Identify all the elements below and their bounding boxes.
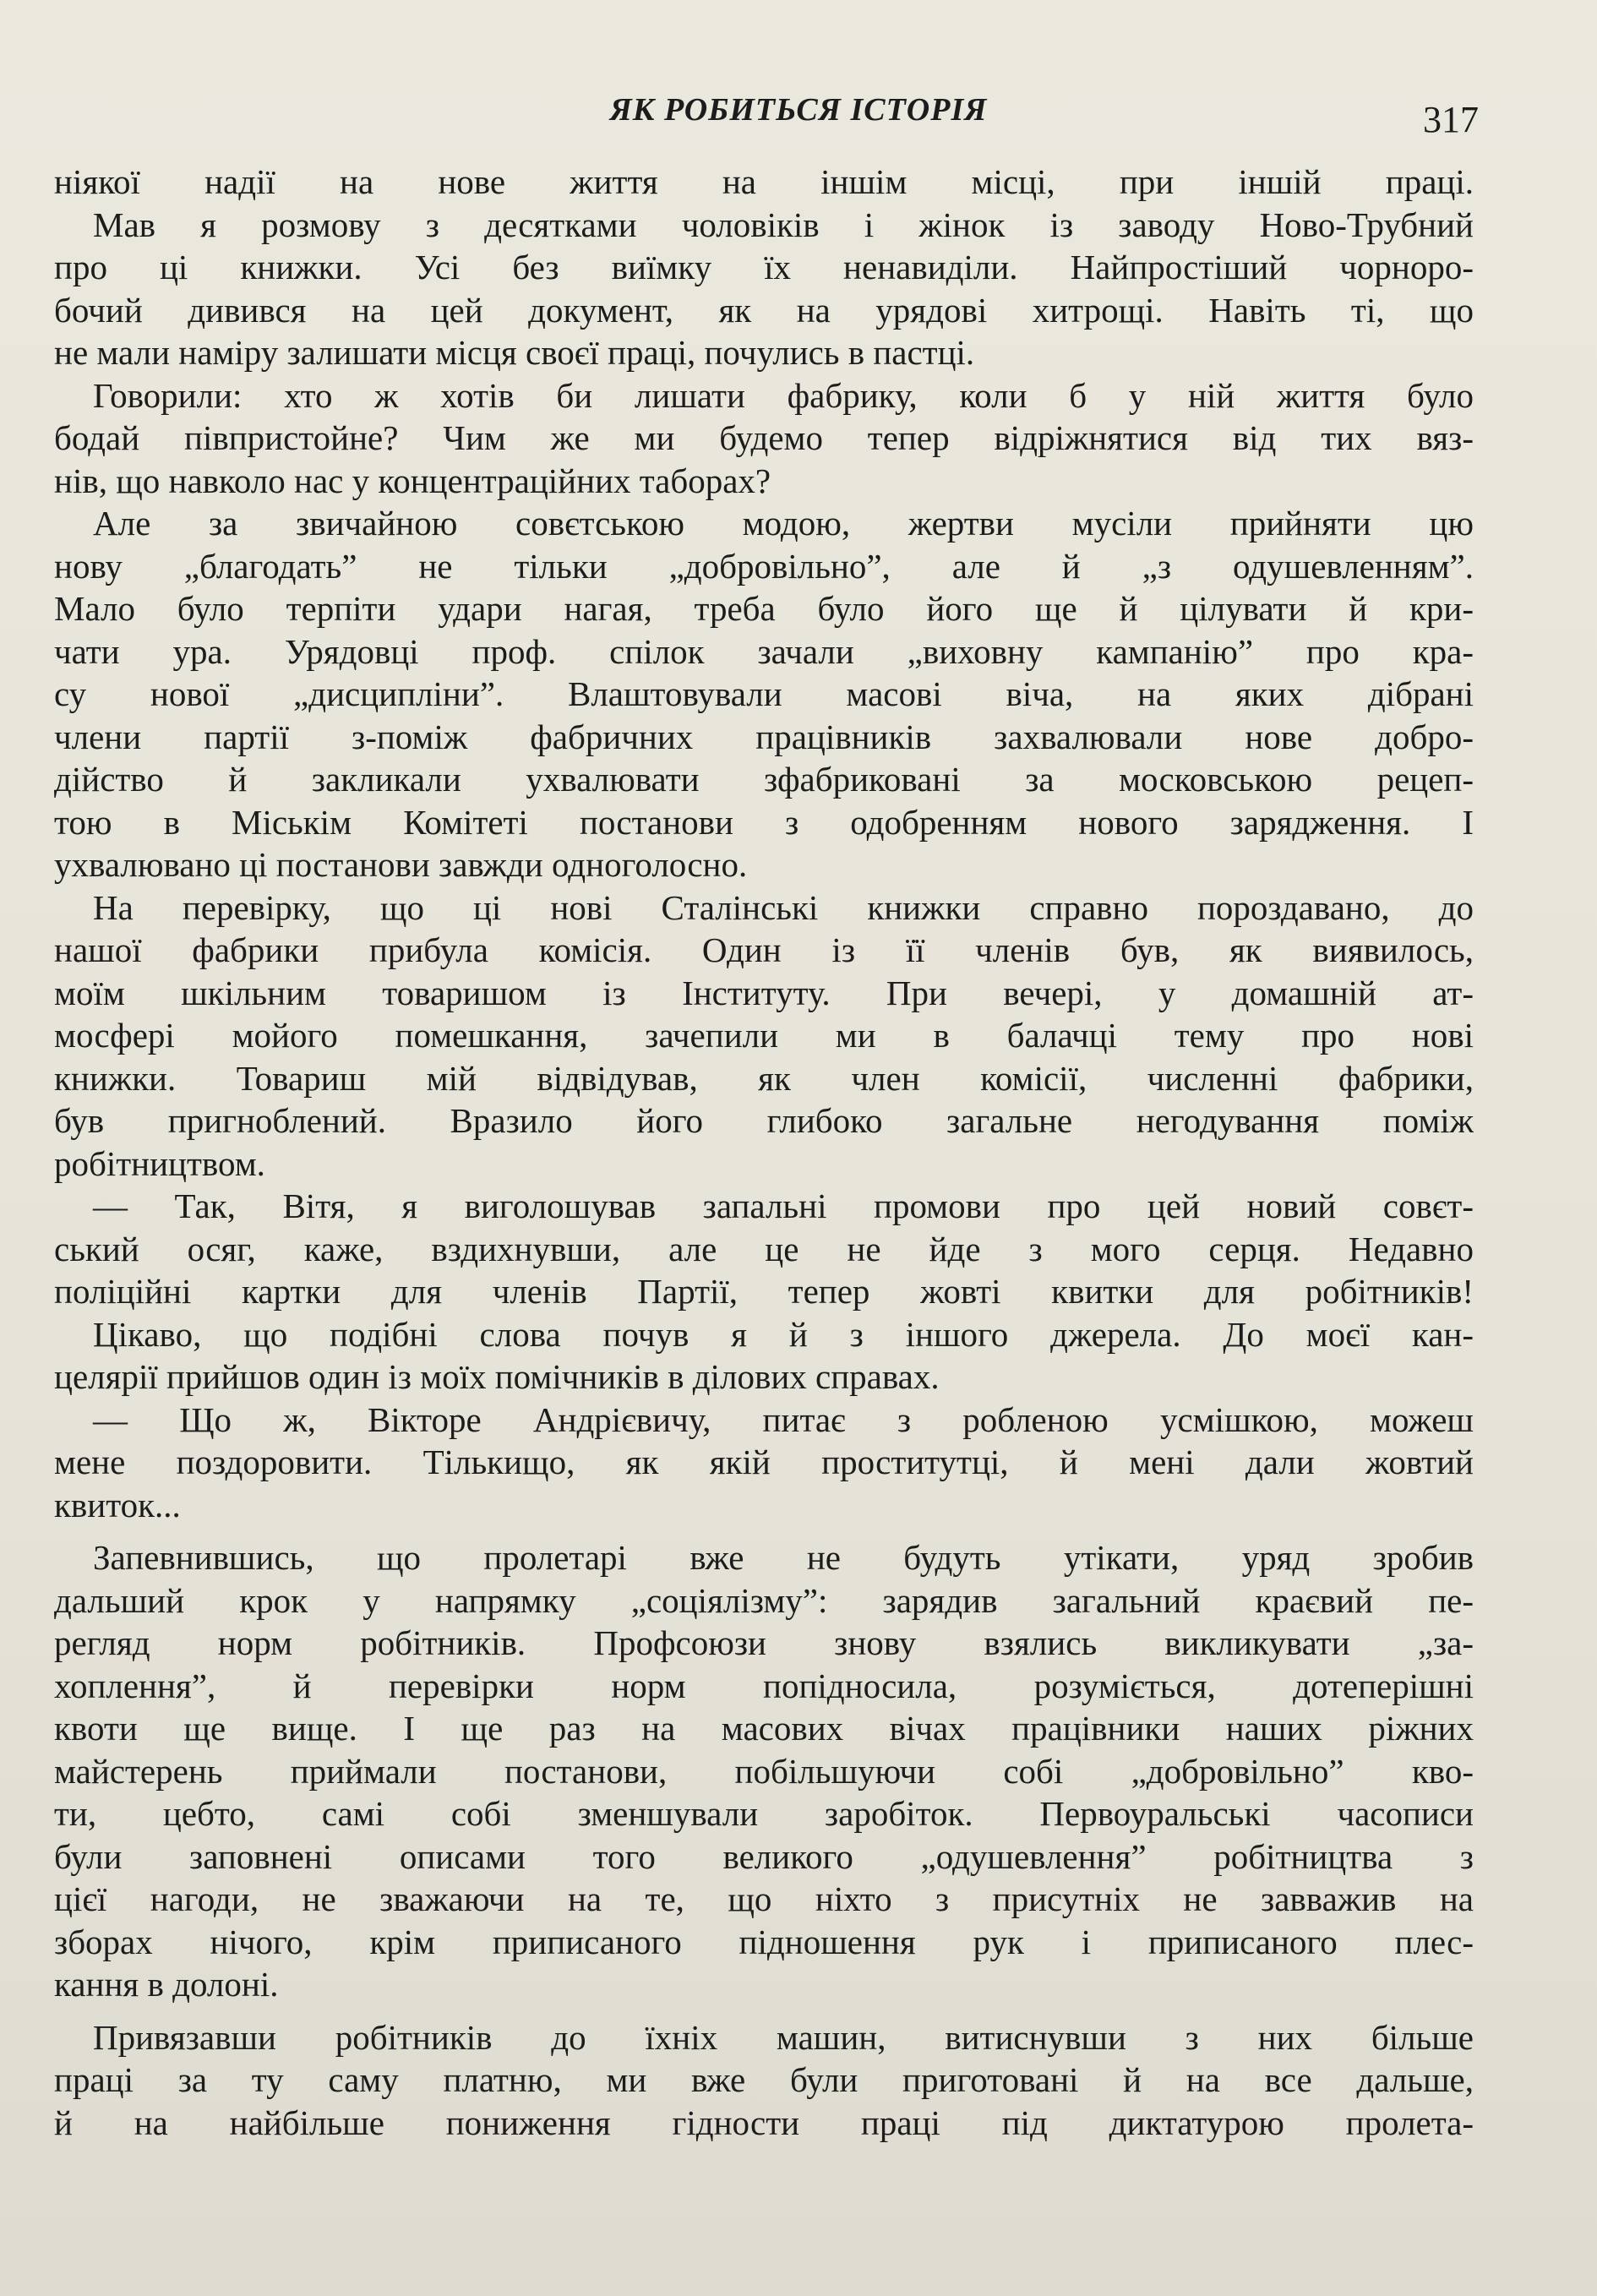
text-line: Мало було терпіти удари нагая, треба було його ще й цілувати й кри- xyxy=(54,589,1474,628)
text-line: Привязавши робітників до їхніх машин, витиснувши з них більше xyxy=(93,2017,1474,2057)
text-line: бочий дивився на цей документ, як на урядові хитрощі. Навіть ті, що xyxy=(54,290,1474,330)
text-line: — Що ж, Вікторе Андрієвичу, питає з робленою усмішкою, можеш xyxy=(93,1399,1474,1439)
text-line: Але за звичайною совєтською модою, жертви мусіли прийняти цю xyxy=(93,504,1474,543)
text-line: майстерень приймали постанови, побільшуючи собі „добровільно” кво- xyxy=(54,1751,1474,1791)
text-line: члени партії з-поміж фабричних працівників захвалювали нове добро- xyxy=(54,717,1474,756)
text-line: не мали наміру залишати місця своєї праці, почулись в пастці. xyxy=(54,333,975,372)
text-line: Мав я розмову з десятками чоловіків і жінок із заводу Ново-Трубний xyxy=(93,205,1474,244)
text-line: Запевнившись, що пролетарі вже не будуть утікати, уряд зробив xyxy=(93,1538,1474,1577)
text-line: На перевірку, що ці нові Сталінські книжки справно пороздавано, до xyxy=(93,887,1474,927)
text-line: мене поздоровити. Тількищо, як якій проститутці, й мені дали жовтий xyxy=(54,1442,1474,1481)
text-line: тою в Міськім Комітеті постанови з одобренням нового зарядження. І xyxy=(54,802,1474,842)
text-line: робітництвом. xyxy=(54,1143,265,1183)
text-line: ухвалювано ці постанови завжди одноголосно. xyxy=(54,845,748,884)
text-line: був пригноблений. Вразило його глибоко загальне негодування поміж xyxy=(54,1101,1474,1140)
text-line: ський осяг, каже, вздихнувши, але це не йде з мого серця. Недавно xyxy=(54,1229,1474,1268)
text-line: квоти ще вище. І ще раз на масових вічах працівники наших ріжних xyxy=(54,1709,1474,1748)
text-line: квиток... xyxy=(54,1485,181,1524)
text-line: нів, що навколо нас у концентраційних таборах? xyxy=(54,461,771,500)
text-line: бодай півпристойне? Чим же ми будемо тепер відріжнятися від тих вяз- xyxy=(54,418,1474,457)
text-line: нову „благодать” не тільки „добровільно”, але й „з одушевленням”. xyxy=(54,546,1474,586)
text-line: су нової „дисципліни”. Влаштовували масові віча, на яких дібрані xyxy=(54,674,1474,713)
text-line: нашої фабрики прибула комісія. Один із її членів був, як виявилось, xyxy=(54,930,1474,969)
text-line: — Так, Вітя, я виголошував запальні промови про цей новий совєт- xyxy=(93,1186,1474,1225)
page-number: 317 xyxy=(1423,99,1479,140)
text-line: целярії прийшов один із моїх помічників в ділових справах. xyxy=(54,1357,940,1396)
text-line: праці за ту саму платню, ми вже були приготовані й на все дальше, xyxy=(54,2060,1474,2099)
text-line: хоплення”, й перевірки норм попідносила, розуміється, дотеперішні xyxy=(54,1666,1474,1705)
text-line: регляд норм робітників. Профсоюзи знову взялись викликувати „за- xyxy=(54,1623,1474,1662)
text-line: поліційні картки для членів Партії, тепер жовті квитки для робітників! xyxy=(54,1272,1474,1311)
text-line: були заповнені описами того великого „одушевлення” робітництва з xyxy=(54,1836,1474,1876)
text-line: ти, цебто, самі собі зменшували заробіток. Первоуральські часописи xyxy=(54,1794,1474,1833)
text-line: й на найбільше пониження гідности праці під диктатурою пролета- xyxy=(54,2102,1474,2142)
text-line: мосфері мойого помешкання, зачепили ми в балачці тему про нові xyxy=(54,1016,1474,1055)
text-line: книжки. Товариш мій відвідував, як член комісії, численні фабрики, xyxy=(54,1058,1474,1098)
text-line: зборах нічого, крім приписаного підношення рук і приписаного плес- xyxy=(54,1922,1474,1961)
text-line: Цікаво, що подібні слова почув я й з іншого джерела. До моєї кан- xyxy=(93,1314,1474,1354)
text-line: цієї нагоди, не зважаючи на те, що ніхто з присутніх не завважив на xyxy=(54,1879,1474,1918)
text-line: Говорили: хто ж хотів би лишати фабрику, коли б у ній життя було xyxy=(93,375,1474,415)
text-line: дальший крок у напрямку „соціялізму”: зарядив загальний краєвий пе- xyxy=(54,1580,1474,1620)
text-line: дійство й закликали ухвалювати зфабриковані за московською рецеп- xyxy=(54,760,1474,799)
text-line: кання в долоні. xyxy=(54,1965,279,2004)
text-line: про ці книжки. Усі без виїмку їх ненавиділи. Найпростіший чорноро- xyxy=(54,248,1474,286)
text-line: моїм шкільним товаришом із Інституту. При вечері, у домашній ат- xyxy=(54,973,1474,1012)
page-body xyxy=(54,161,1474,2144)
text-line: чати ура. Урядовці проф. спілок зачали „виховну кампанію” про кра- xyxy=(54,631,1474,671)
text-line: ніякої надії на нове життя на іншім місці, при іншій праці. xyxy=(54,162,1474,201)
running-title: ЯК РОБИТЬСЯ ІСТОРІЯ xyxy=(609,92,988,128)
